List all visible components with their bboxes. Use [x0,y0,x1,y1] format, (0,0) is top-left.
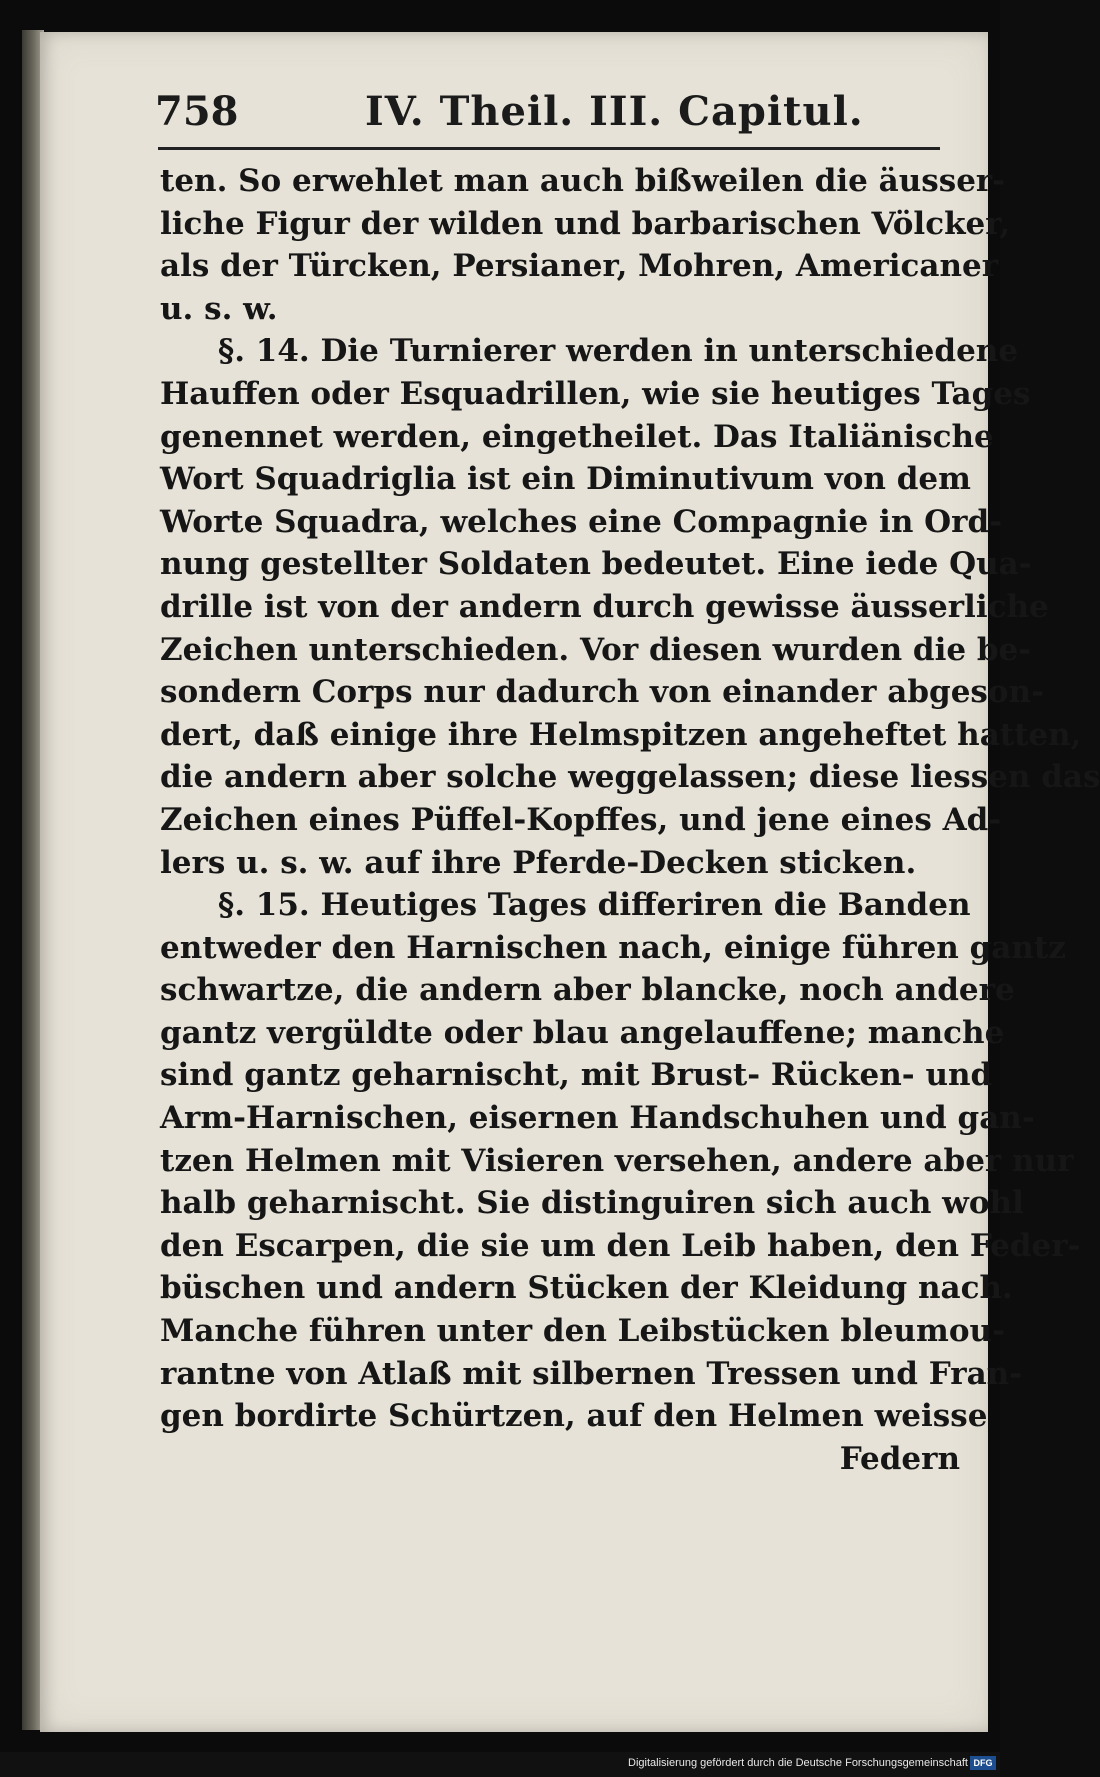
header-rule [158,147,940,150]
page-number: 758 [155,88,239,135]
body-text [160,160,1100,1480]
text-line: gantz vergüldte oder blau angelauffene; manche [160,1014,1005,1051]
text-line: die andern aber solche weggelassen; diese liessen das [160,759,1100,796]
text-line: liche Figur der wilden und barbarischen Völcker, [160,205,1011,242]
text-line: rantne von Atlaß mit silbernen Tressen und Fran- [160,1355,1023,1392]
text-line: drille ist von der andern durch gewisse äusserliche [160,588,1049,625]
text-line: u. s. w. [160,290,278,327]
text-line: lers u. s. w. auf ihre Pferde-Decken sticken. [160,844,917,881]
text-line: Hauffen oder Esquadrillen, wie sie heutiges Tages [160,375,1031,412]
text-line: Worte Squadra, welches eine Compagnie in Ord- [160,503,1003,540]
paragraph-14-start: §. 14. Die Turnierer werden in unterschiedene [218,333,1019,370]
text-line: entweder den Harnischen nach, einige führen gantz [160,929,1066,966]
text-line: halb geharnischt. Sie distinguiren sich auch wohl [160,1185,1024,1222]
text-line: ten. So erwehlet man auch bißweilen die äusser- [160,163,1006,199]
text-line: tzen Helmen mit Visieren versehen, andere aber nur [160,1142,1074,1179]
running-title: IV. Theil. III. Capitul. [365,88,864,135]
dfg-logo: DFG [970,1756,996,1770]
text-line: Zeichen eines Püffel-Kopffes, und jene eines Ad- [160,801,1002,838]
text-line: dert, daß einige ihre Helmspitzen angeheftet hatten, [160,716,1082,753]
text-line: genennet werden, eingetheilet. Das Italiänische [160,418,994,455]
catchword: Federn [839,1440,960,1477]
text-line: sind gantz geharnischt, mit Brust- Rücken- und [160,1057,993,1094]
text-line: Wort Squadriglia ist ein Diminutivum von dem [160,461,971,498]
text-line: den Escarpen, die sie um den Leib haben, den Feder- [160,1227,1081,1264]
text-line: sondern Corps nur dadurch von einander abgeson- [160,674,1044,711]
text-line: nung gestellter Soldaten bedeutet. Eine iede Qua- [160,546,1032,583]
text-line: Zeichen unterschieden. Vor diesen wurden die be- [160,631,1032,668]
text-line: als der Türcken, Persianer, Mohren, Americaner [160,248,999,285]
funding-credit: Digitalisierung gefördert durch die Deutsche Forschungsgemeinschaft [628,1757,968,1769]
running-header [155,88,945,148]
text-line: gen bordirte Schürtzen, auf den Helmen weisse [160,1398,988,1435]
text-line: büschen und andern Stücken der Kleidung nach. [160,1270,1013,1307]
text-line: Manche führen unter den Leibstücken bleumou- [160,1313,1005,1350]
text-line: schwartze, die andern aber blancke, noch andere [160,972,1015,1009]
paragraph-15-start: §. 15. Heutiges Tages differiren die Banden [218,887,971,924]
text-line: Arm-Harnischen, eisernen Handschuhen und gan- [160,1100,1035,1137]
